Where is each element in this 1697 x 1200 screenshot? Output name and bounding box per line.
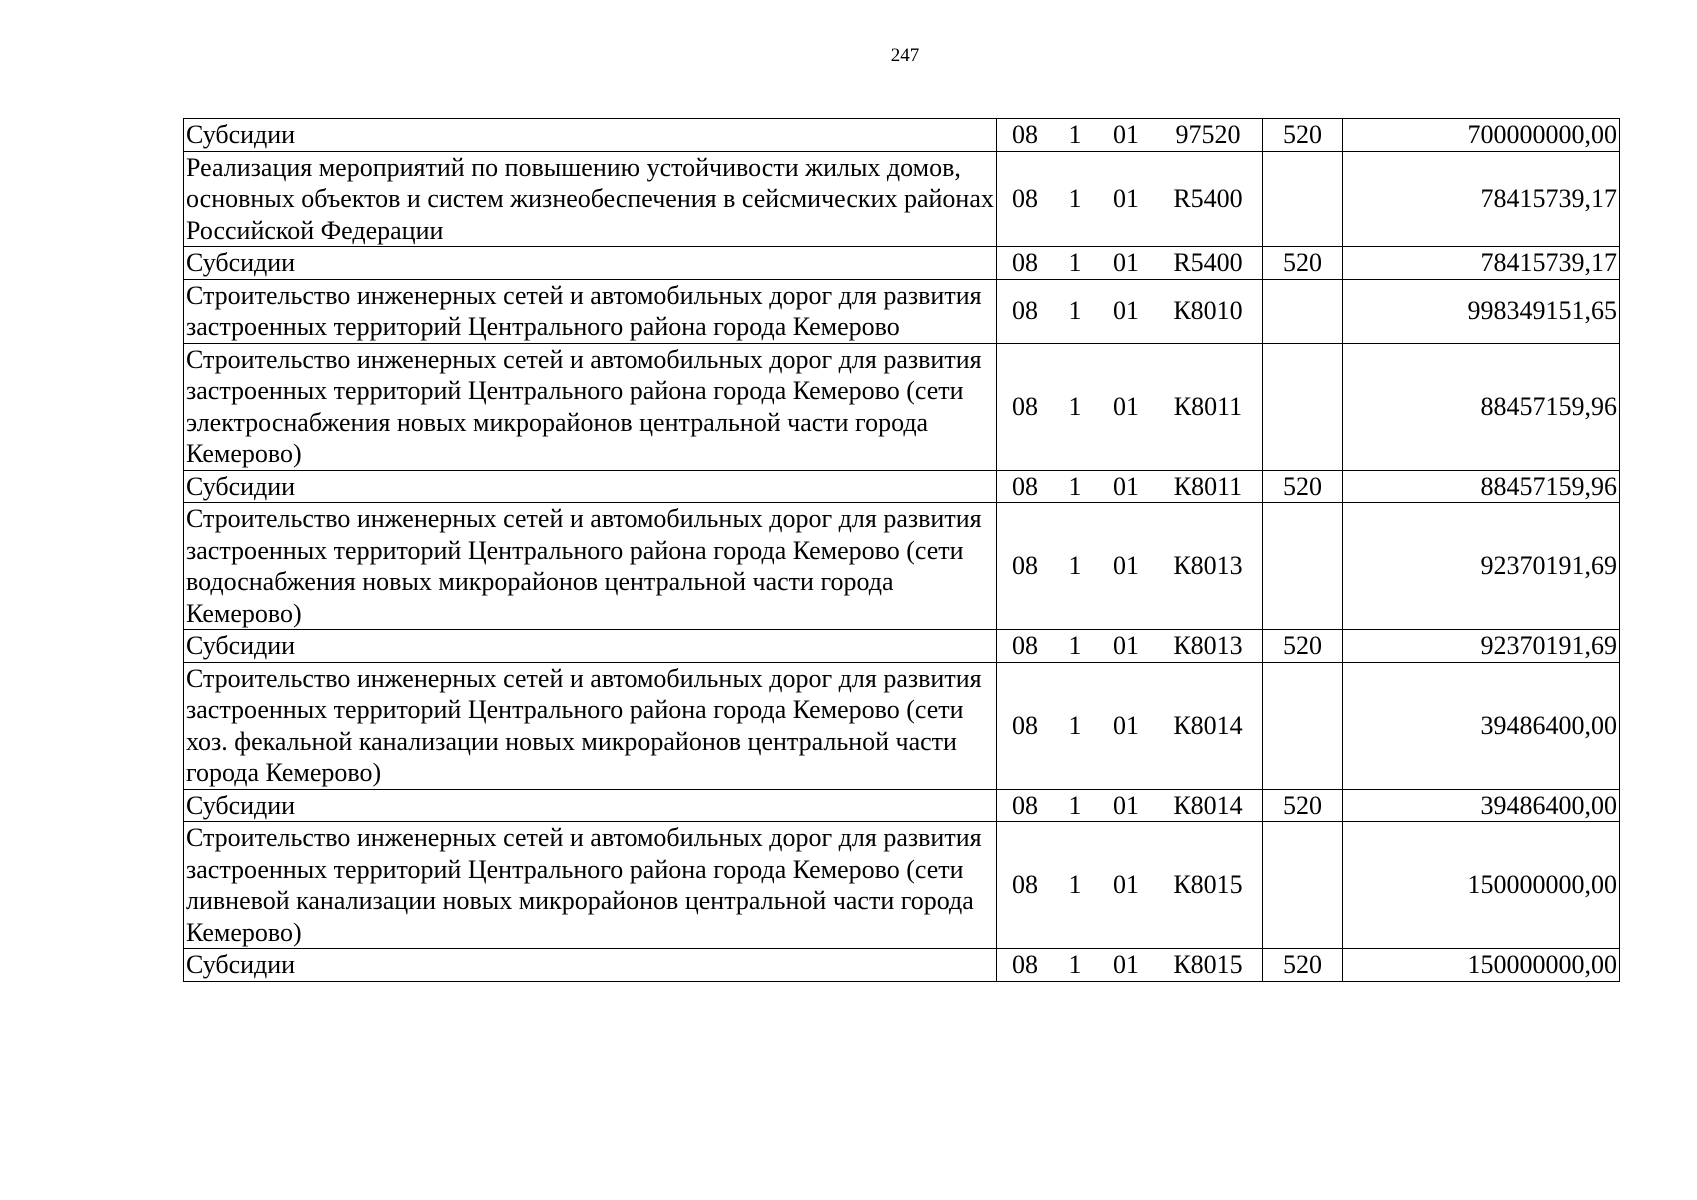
direction-code: К8013 (1173, 631, 1243, 660)
row-codes (997, 151, 1263, 247)
amount: 92370191,69 (1343, 503, 1620, 630)
expense-type (1263, 343, 1343, 470)
budget-table (183, 118, 1620, 982)
expense-type (1263, 662, 1343, 789)
row-codes (997, 279, 1263, 343)
subprogram-code: 01 (1113, 296, 1139, 326)
expense-type (1263, 503, 1343, 630)
expense-type: 520 (1263, 470, 1343, 503)
program-code: 1 (1068, 631, 1082, 660)
row-codes (997, 789, 1263, 822)
amount: 88457159,96 (1343, 343, 1620, 470)
direction-code: 97520 (1175, 120, 1241, 149)
page-number: 247 (890, 45, 920, 66)
subprogram-code: 01 (1113, 870, 1139, 900)
direction-code: R5400 (1173, 248, 1243, 277)
section-code: 08 (1012, 631, 1038, 660)
direction-code: R5400 (1173, 184, 1243, 213)
subprogram-code: 01 (1113, 631, 1139, 660)
program-code: 1 (1068, 950, 1082, 979)
program-code: 1 (1068, 471, 1082, 501)
section-code: 08 (1012, 391, 1038, 421)
section-code: 08 (1012, 790, 1038, 820)
direction-code: К8014 (1173, 710, 1243, 740)
subprogram-code: 01 (1113, 471, 1139, 501)
direction-code: К8010 (1173, 296, 1243, 326)
amount: 998349151,65 (1343, 279, 1620, 343)
section-code: 08 (1012, 184, 1038, 213)
subprogram-code: 01 (1113, 710, 1139, 740)
row-codes (997, 247, 1263, 280)
program-code: 1 (1068, 790, 1082, 820)
table-row (184, 343, 1620, 470)
row-codes (997, 503, 1263, 630)
program-code: 1 (1068, 551, 1082, 581)
expense-type (1263, 279, 1343, 343)
row-codes (997, 949, 1263, 982)
program-code: 1 (1068, 710, 1082, 740)
table-row (184, 662, 1620, 789)
row-codes (997, 822, 1263, 949)
table-row (184, 151, 1620, 247)
amount: 150000000,00 (1343, 822, 1620, 949)
row-description: Строительство инженерных сетей и автомобильных дорог для развития застроенных территорий Центрального района города Кемерово (сети электроснабжения новых микрорайонов центральной части города Кемерово) (184, 343, 997, 470)
section-code: 08 (1012, 710, 1038, 740)
table-row (184, 247, 1620, 280)
program-code: 1 (1068, 870, 1082, 900)
row-description: Субсидии (184, 470, 997, 503)
table-row (184, 470, 1620, 503)
row-codes (997, 662, 1263, 789)
row-description: Субсидии (184, 119, 997, 152)
table-row (184, 630, 1620, 663)
section-code: 08 (1012, 248, 1038, 277)
subprogram-code: 01 (1113, 248, 1139, 277)
amount: 150000000,00 (1343, 949, 1620, 982)
section-code: 08 (1012, 551, 1038, 581)
table-row (184, 279, 1620, 343)
section-code: 08 (1012, 120, 1038, 149)
expense-type (1263, 822, 1343, 949)
direction-code: К8014 (1173, 790, 1243, 820)
row-description: Строительство инженерных сетей и автомобильных дорог для развития застроенных территорий Центрального района города Кемерово (сети водоснабжения новых микрорайонов центральной части города Кемерово) (184, 503, 997, 630)
row-description: Строительство инженерных сетей и автомобильных дорог для развития застроенных территорий Центрального района города Кемерово (184, 279, 997, 343)
row-description: Строительство инженерных сетей и автомобильных дорог для развития застроенных территорий Центрального района города Кемерово (сети ливневой канализации новых микрорайонов центральной части города Кемерово) (184, 822, 997, 949)
row-description: Субсидии (184, 949, 997, 982)
expense-type: 520 (1263, 949, 1343, 982)
program-code: 1 (1068, 296, 1082, 326)
row-codes (997, 630, 1263, 663)
subprogram-code: 01 (1113, 184, 1139, 213)
amount: 78415739,17 (1343, 151, 1620, 247)
direction-code: К8015 (1173, 950, 1243, 979)
row-description: Субсидии (184, 630, 997, 663)
amount: 92370191,69 (1343, 630, 1620, 663)
expense-type: 520 (1263, 119, 1343, 152)
section-code: 08 (1012, 950, 1038, 979)
row-codes (997, 343, 1263, 470)
table-row (184, 119, 1620, 152)
section-code: 08 (1012, 870, 1038, 900)
amount: 78415739,17 (1343, 247, 1620, 280)
subprogram-code: 01 (1113, 391, 1139, 421)
subprogram-code: 01 (1113, 551, 1139, 581)
program-code: 1 (1068, 120, 1082, 149)
amount: 39486400,00 (1343, 789, 1620, 822)
row-description: Реализация мероприятий по повышению устойчивости жилых домов, основных объектов и систем жизнеобеспечения в сейсмических районах Российской Федерации (184, 151, 997, 247)
row-codes (997, 119, 1263, 152)
expense-type: 520 (1263, 630, 1343, 663)
program-code: 1 (1068, 248, 1082, 277)
program-code: 1 (1068, 391, 1082, 421)
direction-code: К8013 (1173, 551, 1243, 581)
direction-code: К8015 (1173, 870, 1243, 900)
subprogram-code: 01 (1113, 120, 1139, 149)
section-code: 08 (1012, 471, 1038, 501)
subprogram-code: 01 (1113, 950, 1139, 979)
table-row (184, 503, 1620, 630)
row-description: Субсидии (184, 247, 997, 280)
amount: 39486400,00 (1343, 662, 1620, 789)
row-description: Субсидии (184, 789, 997, 822)
direction-code: К8011 (1173, 471, 1243, 501)
subprogram-code: 01 (1113, 790, 1139, 820)
table-row (184, 789, 1620, 822)
expense-type: 520 (1263, 247, 1343, 280)
direction-code: К8011 (1173, 391, 1243, 421)
program-code: 1 (1068, 184, 1082, 213)
row-description: Строительство инженерных сетей и автомобильных дорог для развития застроенных территорий Центрального района города Кемерово (сети хоз. фекальной канализации новых микрорайонов центральной части города Кемерово) (184, 662, 997, 789)
section-code: 08 (1012, 296, 1038, 326)
amount: 88457159,96 (1343, 470, 1620, 503)
table-row (184, 822, 1620, 949)
table-row (184, 949, 1620, 982)
expense-type: 520 (1263, 789, 1343, 822)
row-codes (997, 470, 1263, 503)
expense-type (1263, 151, 1343, 247)
amount: 700000000,00 (1343, 119, 1620, 152)
